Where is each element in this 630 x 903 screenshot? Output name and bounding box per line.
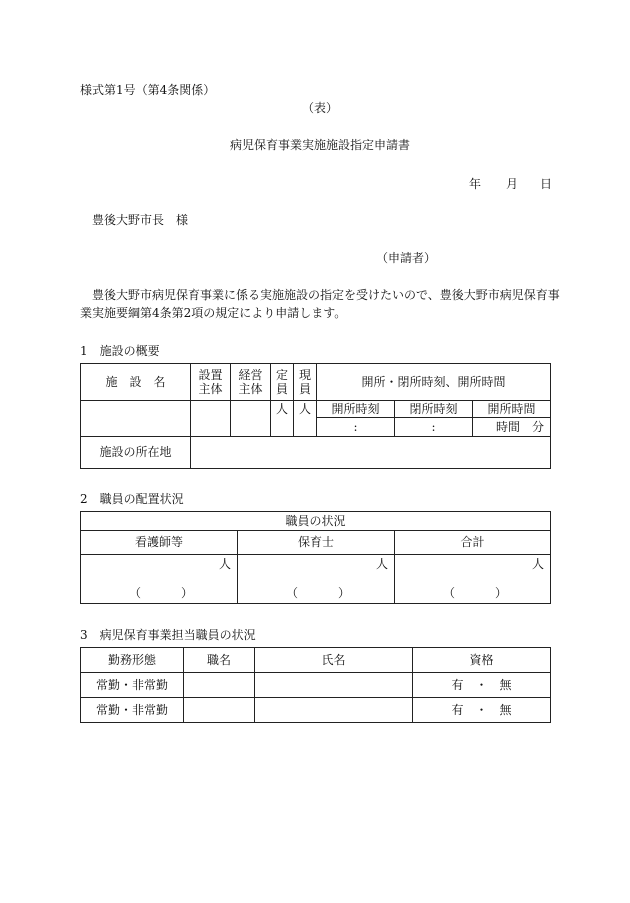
section2-heading: 2 職員の配置状況 (80, 492, 184, 506)
address-label: 施設の所在地 (81, 437, 191, 469)
qualification-cell[interactable]: 有 ・ 無 (413, 673, 551, 698)
col-current: 現 員 (294, 364, 317, 401)
capacity-value[interactable] (271, 418, 294, 437)
current-unit: 人 (294, 401, 317, 418)
col-work-type: 勤務形態 (81, 648, 184, 673)
nurses-count-cell[interactable] (81, 555, 238, 604)
table-row (81, 673, 551, 698)
col-total: 合計 (395, 531, 551, 555)
unit-person: 人 (218, 557, 231, 571)
sub-close-time: 閉所時刻 (395, 401, 473, 418)
sub-open-time: 開所時刻 (317, 401, 395, 418)
table-row (81, 698, 551, 723)
open-hours-value[interactable]: 時間 分 (473, 418, 551, 437)
date-month: 月 (506, 177, 519, 191)
col-facility-name: 施 設 名 (81, 364, 191, 401)
section3-heading: 3 病児保育事業担当職員の状況 (80, 628, 256, 642)
open-time-value[interactable]: : (317, 418, 395, 437)
staff-placement-table (80, 511, 551, 604)
paren-close: ） (338, 585, 351, 600)
work-type-cell[interactable]: 常勤・非常勤 (81, 698, 184, 723)
job-title-cell[interactable] (184, 698, 255, 723)
document-title: 病児保育事業実施施設指定申請書 (230, 138, 411, 152)
sub-open-hours: 開所時間 (473, 401, 551, 418)
capacity-unit: 人 (271, 401, 294, 418)
name-cell[interactable] (255, 673, 413, 698)
paren-open: （ (286, 585, 299, 600)
facility-name-cell[interactable] (81, 401, 191, 437)
body-text-line1: 豊後大野市病児保育事業に係る実施施設の指定を受けたいので、豊後大野市病児保育事 (92, 288, 560, 302)
setup-entity-cell[interactable] (191, 401, 231, 437)
col-capacity: 定 員 (271, 364, 294, 401)
paren-close: ） (495, 585, 508, 600)
name-cell[interactable] (255, 698, 413, 723)
col-name: 氏名 (255, 648, 413, 673)
address-cell[interactable] (191, 437, 551, 469)
section1-heading: 1 施設の概要 (80, 344, 160, 358)
unit-person: 人 (532, 557, 545, 571)
job-title-cell[interactable] (184, 673, 255, 698)
applicant-label: （申請者） (376, 251, 437, 265)
date-day: 日 (540, 177, 553, 191)
col-qualification: 資格 (413, 648, 551, 673)
paren-open: （ (443, 585, 456, 600)
col-setup-entity: 設置 主体 (191, 364, 231, 401)
assigned-staff-table (80, 647, 551, 723)
side-label: （表） (302, 101, 339, 115)
addressee: 豊後大野市長 様 (92, 213, 189, 227)
form-number: 様式第1号（第4条関係） (80, 83, 216, 97)
paren-open: （ (129, 585, 142, 600)
col-childcare-workers: 保育士 (238, 531, 395, 555)
body-text-line2: 業実施要綱第4条第2項の規定により申請します。 (80, 306, 347, 320)
staff-status-title: 職員の状況 (81, 512, 551, 531)
close-time-value[interactable]: : (395, 418, 473, 437)
total-count-cell[interactable] (395, 555, 551, 604)
col-nurses: 看護師等 (81, 531, 238, 555)
qualification-cell[interactable]: 有 ・ 無 (413, 698, 551, 723)
operating-entity-cell[interactable] (231, 401, 271, 437)
paren-close: ） (181, 585, 194, 600)
facility-overview-table (80, 363, 551, 469)
childcare-count-cell[interactable] (238, 555, 395, 604)
work-type-cell[interactable]: 常勤・非常勤 (81, 673, 184, 698)
col-opening-hours: 開所・閉所時刻、開所時間 (317, 364, 551, 401)
current-value[interactable] (294, 418, 317, 437)
col-operating-entity: 経営 主体 (231, 364, 271, 401)
date-year: 年 (469, 177, 482, 191)
col-job-title: 職名 (184, 648, 255, 673)
unit-person: 人 (375, 557, 388, 571)
